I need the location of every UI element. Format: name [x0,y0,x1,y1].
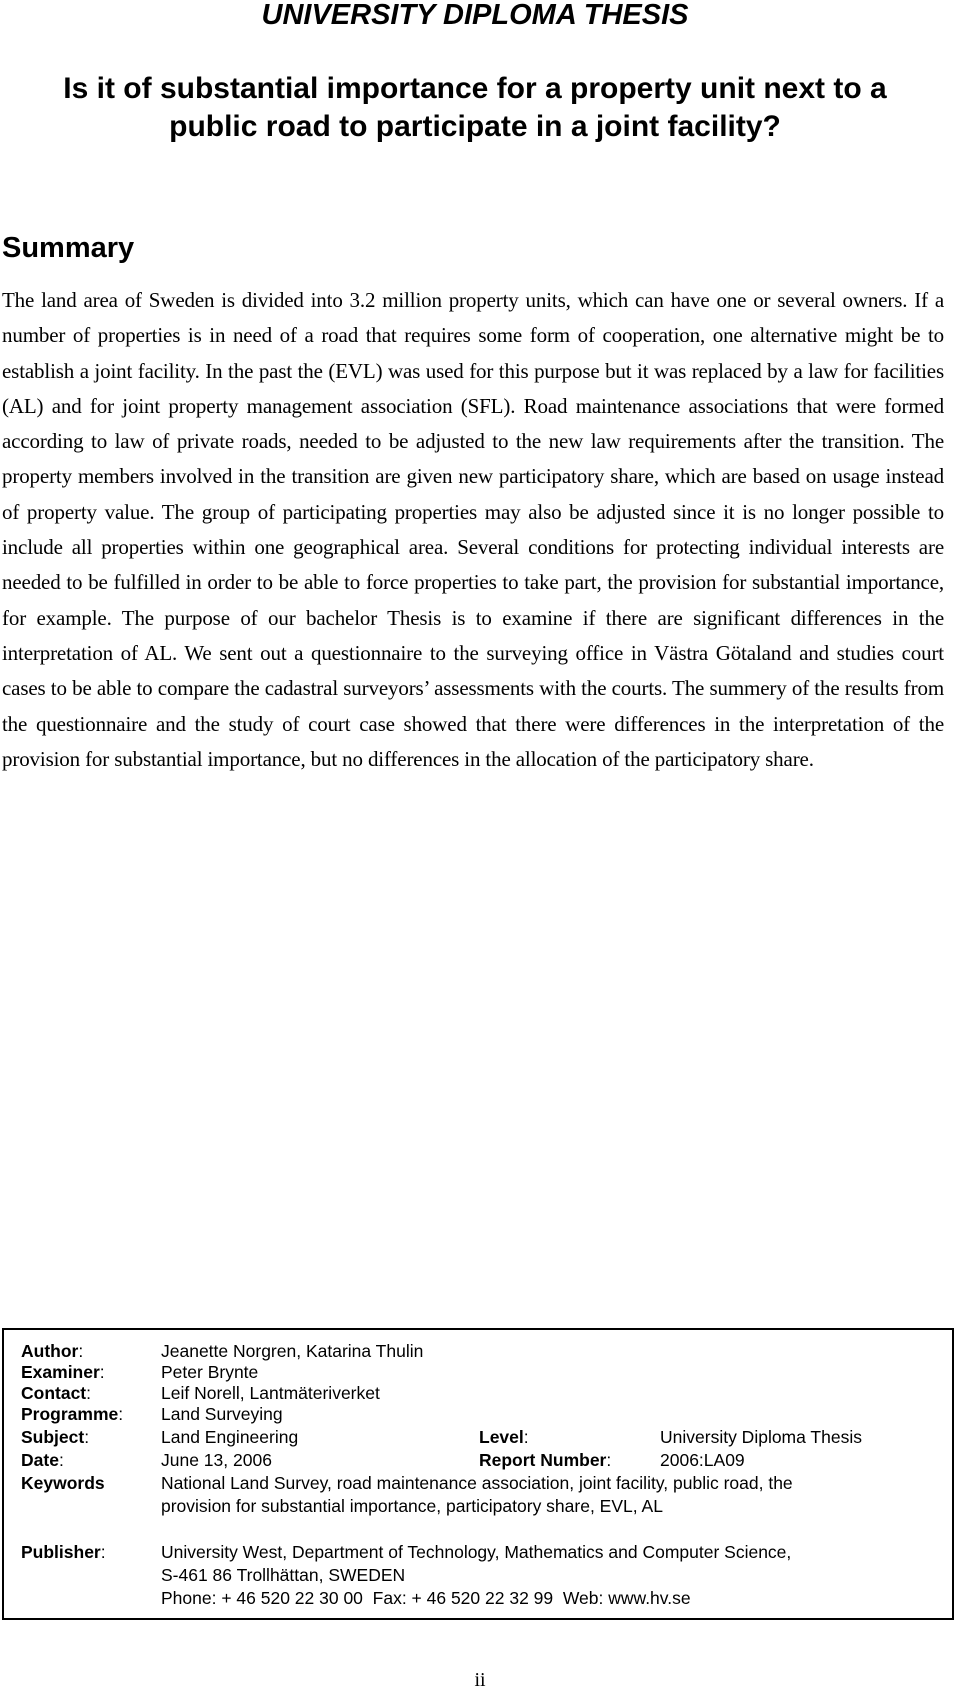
publisher-line-2: S-461 86 Trollhättan, SWEDEN [161,1565,406,1585]
page-number: ii [474,1669,486,1691]
date-label: Date [21,1450,59,1470]
summary-heading: Summary [2,232,135,264]
examiner-label: Examiner [21,1362,100,1382]
thesis-title: Is it of substantial importance for a property unit next to a public road to participate in a joint facility? [63,72,887,143]
publisher-label: Publisher [21,1542,101,1562]
keywords-line-2: provision for substantial importance, participatory share, EVL, AL [161,1496,663,1516]
report-number-value: 2006:LA09 [660,1450,745,1470]
thesis-info-box: Author: Jeanette Norgren, Katarina Thulin Examiner: Peter Brynte Contact: Leif Norell, Lantmäteriverket Programme: Land Surveying Subject: Land Engineering Level: University Diploma Thesis Date: June 13, 2006 Report Number: 2006:LA09 Keywords National Land Survey, road maintenance association, joint facility, public road, the provision for substantial importance, participatory share, EVL, AL Publisher: University West, Department of Technology, Mathematics and Computer Science, S-461 86 Trollhättan, SWEDEN Phone: + 46 520 22 30 00 Fax: + 46 520 22 32 99 Web: www.hv.se [2,1328,954,1620]
programme-label: Programme [21,1404,119,1424]
contact-label: Contact [21,1383,87,1403]
contact-value: Leif Norell, Lantmäteriverket [161,1383,380,1403]
subject-value: Land Engineering [161,1427,299,1447]
examiner-value: Peter Brynte [161,1362,259,1382]
report-number-label: Report Number [479,1450,607,1470]
author-label: Author [21,1341,79,1361]
publisher-line-3: Phone: + 46 520 22 30 00 Fax: + 46 520 22 32 99 Web: www.hv.se [161,1588,691,1608]
programme-value: Land Surveying [161,1404,283,1424]
keywords-line-1: National Land Survey, road maintenance association, joint facility, public road, the [161,1473,793,1493]
date-value: June 13, 2006 [161,1450,272,1470]
keywords-label: Keywords [21,1473,105,1493]
publisher-line-1: University West, Department of Technology, Mathematics and Computer Science, [161,1542,792,1562]
level-value: University Diploma Thesis [660,1427,862,1447]
author-value: Jeanette Norgren, Katarina Thulin [161,1341,424,1361]
document-type: UNIVERSITY DIPLOMA THESIS [261,0,689,31]
summary-paragraph: The land area of Sweden is divided into 3.2 million property units, which can have one or several owners. If a number of properties is in need of a road that requires some form of cooperation, one alternative might be to establish a joint facility. In the past the (EVL) was used for this purpose but it was replaced by a law for facilities (AL) and for joint property management association (SFL). Road maintenance associations that were formed according to law of private roads, needed to be adjusted to the new law requirements after the transition. The property members involved in the transition are given new participatory share, which are based on usage instead of property value. The group of participating properties may also be adjusted since it is no longer possible to include all properties within one geographical area. Several conditions for protecting individual interests are needed to be fulfilled in order to be able to force properties to take part, the provision for substantial importance, for example. The purpose of our bachelor Thesis is to examine if there are significant differences in the interpretation of AL. We sent out a questionnaire to the surveying office in Västra Götaland and studies court cases to be able to compare the cadastral surveyors’ assessments with the courts. The summery of the results from the questionnaire and the study of court case showed that there were differences in the interpretation of the provision for substantial importance, but no differences in the allocation of the participatory share. [2,288,944,771]
subject-label: Subject [21,1427,85,1447]
level-label: Level [479,1427,524,1447]
